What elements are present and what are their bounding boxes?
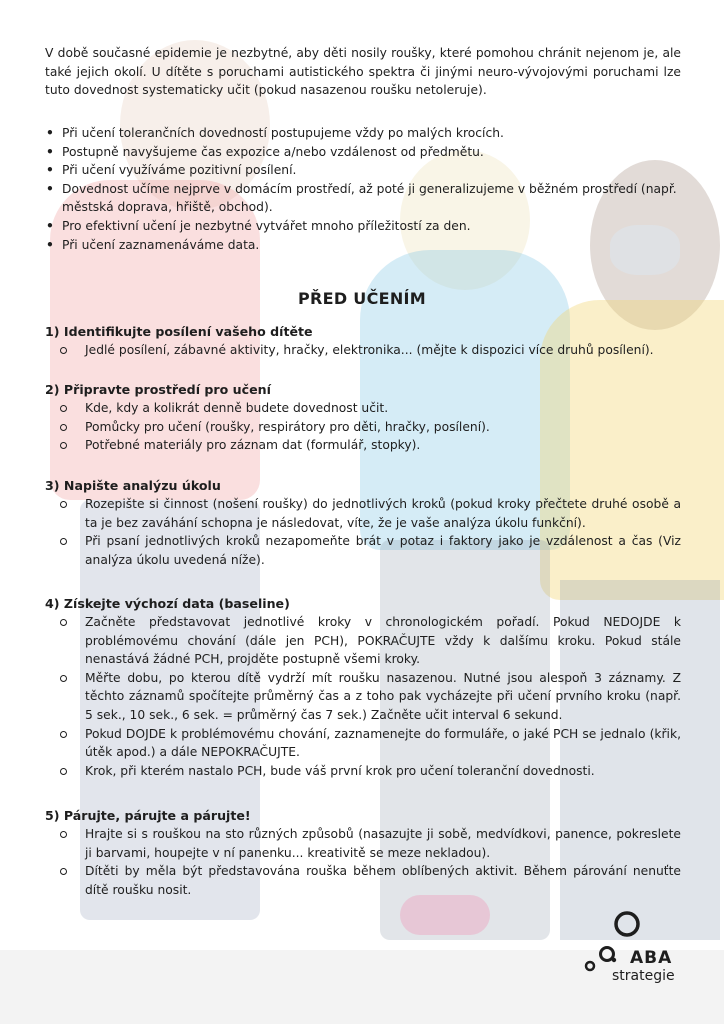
logo-name: ABA <box>630 948 673 968</box>
section-baseline <box>45 594 681 780</box>
list-item: Začněte představovat jednotlivé kroky v chronologickém pořadí. Pokud NEDOJDE k problémovému chování (dále jen PCH), POKRAČUJTE vždy k dalšímu kroku. Pokud stále nenastává žádné PCH, projděte postupně všemi kroky. <box>45 613 681 669</box>
list-item: Měřte dobu, po kterou dítě vydrží mít roušku nasazenou. Nutné jsou alespoň 3 záznamy. Z těchto záznamů spočítejte průměrný čas a z toho pak vycházejte při učení prvního kroku (např. 5 sek., 10 sek., 6 sek. = průměrný čas 7 sek.) Začněte učit interval 6 sekund. <box>45 669 681 725</box>
section-list <box>45 399 681 455</box>
section-heading: 2) Připravte prostředí pro učení <box>45 382 271 397</box>
list-item: Pomůcky pro učení (roušky, respirátory pro děti, hračky, posílení). <box>45 418 681 437</box>
list-item: Pokud DOJDE k problémovému chování, zaznamenejte do formuláře, o jaké PCH se jednalo (křik, útěk apod.) a dále NEPOKRAČUJTE. <box>45 725 681 762</box>
section-task-analysis <box>45 476 681 569</box>
list-item: Dítěti by měla být představována rouška během oblíbených aktivit. Během párování nenuťte dítě roušku nosit. <box>45 862 681 899</box>
list-item: Při psaní jednotlivých kroků nezapomeňte brát v potaz i faktory jako je vzdálenost a čas (Viz analýza úkolu uvedená níže). <box>45 532 681 569</box>
list-item: Rozepište si činnost (nošení roušky) do jednotlivých kroků (pokud kroky přečtete druhé osobě a ta je bez zaváhání schopna je následovat, víte, že je vaše analýza úkolu funkční). <box>45 495 681 532</box>
list-item: Krok, při kterém nastalo PCH, bude váš první krok pro učení toleranční dovednosti. <box>45 762 681 781</box>
section-list <box>45 341 681 360</box>
section-heading: 5) Párujte, párujte a párujte! <box>45 808 251 823</box>
list-item: Kde, kdy a kolikrát denně budete dovednost učit. <box>45 399 681 418</box>
section-reinforcement <box>45 322 681 360</box>
tip-item: • Při učení využíváme pozitivní posílení. <box>45 161 681 180</box>
section-list <box>45 825 681 899</box>
section-list <box>45 613 681 780</box>
section-pairing <box>45 806 681 899</box>
section-list <box>45 495 681 569</box>
logo-subtitle: strategie <box>612 968 675 984</box>
tip-item: • Při učení zaznamenáváme data. <box>45 236 681 255</box>
tip-item: • Dovednost učíme nejprve v domácím prostředí, až poté ji generalizujeme v běžném prostředí (např. městská doprava, hřiště, obchod). <box>45 180 681 217</box>
list-item: Hrajte si s rouškou na sto různých způsobů (nasazujte ji sobě, medvídkovi, panence, pokreslete ji barvami, houpejte v ní panenku... kreativitě se meze nekladou). <box>45 825 681 862</box>
section-heading: 3) Napište analýzu úkolu <box>45 478 221 493</box>
tip-item: • Při učení tolerančních dovedností postupujeme vždy po malých krocích. <box>45 124 681 143</box>
main-title: PŘED UČENÍM <box>297 289 427 308</box>
intro-paragraph: V době současné epidemie je nezbytné, aby děti nosily roušky, které pomohou chránit nejenom je, ale také jejich okolí. U dítěte s poruchami autistického spektra či jinými neuro-vývojovými poruchami lze tuto dovednost systematicky učit (pokud nasazenou roušku netoleruje). <box>45 46 681 98</box>
list-item: Potřebné materiály pro záznam dat (formulář, stopky). <box>45 436 681 455</box>
list-item: Jedlé posílení, zábavné aktivity, hračky, elektronika... (mějte k dispozici více druhů posílení). <box>45 341 681 360</box>
section-environment <box>45 380 681 455</box>
section-heading: 1) Identifikujte posílení vašeho dítěte <box>45 324 313 339</box>
section-heading: 4) Získejte výchozí data (baseline) <box>45 596 290 611</box>
tip-item: • Postupně navyšujeme čas expozice a/nebo vzdálenost od předmětu. <box>45 143 681 162</box>
tips-list <box>45 124 681 254</box>
tip-item: • Pro efektivní učení je nezbytné vytvářet mnoho příležitostí za den. <box>45 217 681 236</box>
